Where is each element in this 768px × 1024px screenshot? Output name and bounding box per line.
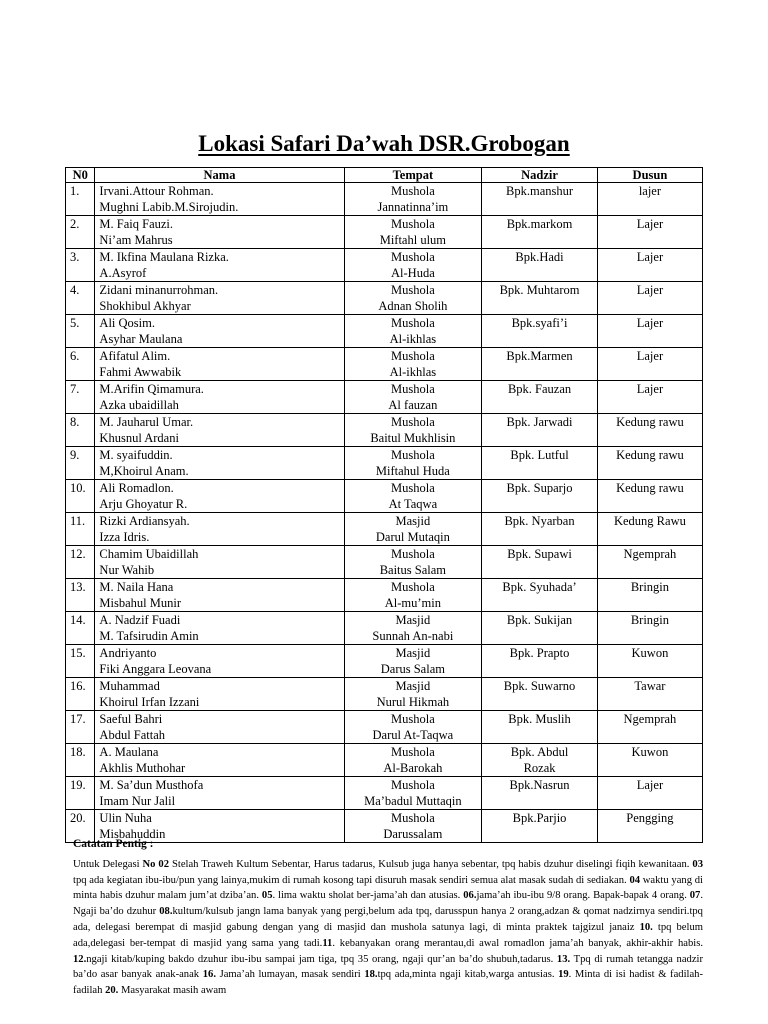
place-name: Sunnah An-nabi bbox=[372, 629, 454, 643]
cell-nama bbox=[95, 645, 344, 678]
place-type: Mushola bbox=[391, 580, 435, 594]
place-type: Mushola bbox=[391, 811, 435, 825]
cell-dusun: lajer bbox=[597, 183, 702, 216]
delegate-name: Misbahul Munir bbox=[99, 596, 182, 610]
place-type: Mushola bbox=[391, 712, 435, 726]
table-header-row bbox=[66, 168, 703, 183]
cell-tempat bbox=[344, 777, 482, 810]
place-type: Masjid bbox=[395, 646, 431, 660]
note-number: 04 bbox=[629, 874, 641, 886]
cell-tempat bbox=[344, 381, 482, 414]
place-name: Al-ikhlas bbox=[389, 332, 437, 346]
place-name: Adnan Sholih bbox=[378, 299, 448, 313]
cell-no: 10. bbox=[66, 480, 95, 513]
nadzir-name: Bpk. Nyarban bbox=[504, 514, 575, 528]
place-type: Mushola bbox=[391, 184, 435, 198]
note-number: 03 bbox=[692, 858, 703, 870]
cell-nadzir bbox=[482, 645, 598, 678]
place-type: Mushola bbox=[391, 217, 435, 231]
header-nadzir: Nadzir bbox=[482, 168, 598, 183]
note-text: Untuk Delegasi bbox=[73, 858, 143, 870]
place-type: Mushola bbox=[391, 448, 435, 462]
cell-dusun: Ngemprah bbox=[597, 711, 702, 744]
cell-dusun: Tawar bbox=[597, 678, 702, 711]
delegate-name: M. Naila Hana bbox=[99, 580, 174, 594]
cell-no: 19. bbox=[66, 777, 95, 810]
cell-dusun: Lajer bbox=[597, 282, 702, 315]
delegate-name: A.Asyrof bbox=[99, 266, 147, 280]
delegate-name: Zidani minanurrohman. bbox=[99, 283, 219, 297]
nadzir-name: Bpk.Parjio bbox=[512, 811, 567, 825]
cell-no: 18. bbox=[66, 744, 95, 777]
nadzir-name: Bpk. Sukijan bbox=[506, 613, 573, 627]
nadzir-name: Bpk. Muhtarom bbox=[499, 283, 580, 297]
cell-nadzir bbox=[482, 315, 598, 348]
note-text: tpq ada,minta ngaji kitab,warga antusias. bbox=[377, 969, 559, 981]
cell-tempat bbox=[344, 480, 482, 513]
header-no: N0 bbox=[66, 168, 95, 183]
place-name: Darussalam bbox=[383, 827, 443, 841]
header-dusun: Dusun bbox=[597, 168, 702, 183]
cell-nadzir bbox=[482, 480, 598, 513]
cell-no: 8. bbox=[66, 414, 95, 447]
cell-nadzir bbox=[482, 282, 598, 315]
note-number: 05 bbox=[261, 890, 273, 902]
note-number: 16. bbox=[202, 969, 216, 981]
cell-nama bbox=[95, 447, 344, 480]
cell-nama bbox=[95, 249, 344, 282]
cell-nama bbox=[95, 513, 344, 546]
cell-tempat bbox=[344, 678, 482, 711]
cell-nadzir bbox=[482, 348, 598, 381]
place-name: Miftahl ulum bbox=[379, 233, 447, 247]
place-type: Mushola bbox=[391, 547, 435, 561]
delegate-name: Izza Idris. bbox=[99, 530, 150, 544]
table-row bbox=[66, 282, 703, 315]
delegate-name: Imam Nur Jalil bbox=[99, 794, 176, 808]
cell-tempat bbox=[344, 414, 482, 447]
cell-tempat bbox=[344, 711, 482, 744]
delegate-name: Azka ubaidillah bbox=[99, 398, 179, 412]
table-row bbox=[66, 183, 703, 216]
cell-dusun: Lajer bbox=[597, 249, 702, 282]
cell-nama bbox=[95, 744, 344, 777]
cell-dusun: Lajer bbox=[597, 216, 702, 249]
nadzir-name: Bpk. Supawi bbox=[507, 547, 572, 561]
table-row bbox=[66, 414, 703, 447]
place-type: Mushola bbox=[391, 382, 435, 396]
note-number: 13. bbox=[556, 953, 571, 965]
cell-dusun: Kedung rawu bbox=[597, 480, 702, 513]
cell-no: 12. bbox=[66, 546, 95, 579]
note-text: kultum/kulsub jangn lama banyak yang pergi,belum ada tpq, darusspun hanya 2 orang,adzan & qomat nadzirnya sendiri.tpq ada, delegasi berempat di masjid gabung dengan yang di masjid dan mushola satunya lagi, di minta praktek tajgizul janaiz bbox=[73, 906, 703, 933]
cell-nadzir bbox=[482, 381, 598, 414]
cell-nadzir bbox=[482, 183, 598, 216]
note-text: tpq belum ada,delegasi ber-tempat di masjid yang sama yang tadi. bbox=[73, 921, 703, 949]
place-type: Masjid bbox=[395, 613, 431, 627]
cell-tempat bbox=[344, 546, 482, 579]
cell-dusun: Lajer bbox=[597, 777, 702, 810]
notes-title: Catatan Pentig : bbox=[73, 838, 154, 850]
cell-nadzir bbox=[482, 678, 598, 711]
delegate-name: M. syaifuddin. bbox=[99, 448, 173, 462]
delegate-name: Ali Qosim. bbox=[99, 316, 155, 330]
nadzir-name: Bpk. Syuhada’ bbox=[502, 580, 577, 594]
cell-dusun: Kedung Rawu bbox=[597, 513, 702, 546]
delegate-name: M,Khoirul Anam. bbox=[99, 464, 189, 478]
cell-nadzir bbox=[482, 744, 598, 777]
delegate-name: Asyhar Maulana bbox=[99, 332, 183, 346]
note-text: . Ngaji ba’do dzuhur bbox=[73, 890, 703, 918]
place-type: Mushola bbox=[391, 778, 435, 792]
cell-dusun: Lajer bbox=[597, 381, 702, 414]
place-name: Miftahul Huda bbox=[375, 464, 450, 478]
delegate-name: M. Tafsirudin Amin bbox=[99, 629, 199, 643]
cell-tempat bbox=[344, 348, 482, 381]
delegate-name: M. Sa’dun Musthofa bbox=[99, 778, 204, 792]
cell-nadzir bbox=[482, 216, 598, 249]
note-number: 08. bbox=[159, 906, 173, 918]
cell-no: 13. bbox=[66, 579, 95, 612]
cell-dusun: Kedung rawu bbox=[597, 414, 702, 447]
place-name: Baitus Salam bbox=[379, 563, 447, 577]
note-text: . lima waktu sholat ber-jama’ah dan atusias. bbox=[272, 890, 464, 902]
cell-nama bbox=[95, 183, 344, 216]
cell-no: 6. bbox=[66, 348, 95, 381]
nadzir-name: Bpk.markom bbox=[506, 217, 573, 231]
cell-nadzir bbox=[482, 546, 598, 579]
delegate-name: Muhammad bbox=[99, 679, 160, 693]
cell-no: 4. bbox=[66, 282, 95, 315]
delegate-name: Misbahuddin bbox=[99, 827, 166, 841]
cell-dusun: Ngemprah bbox=[597, 546, 702, 579]
place-name: Darul At-Taqwa bbox=[372, 728, 454, 742]
note-number: 19 bbox=[558, 969, 569, 981]
note-number: 07 bbox=[689, 890, 701, 902]
cell-tempat bbox=[344, 645, 482, 678]
cell-nama bbox=[95, 612, 344, 645]
note-text: tpq ada kegiatan ibu-ibu/pun yang lainya,mukim di rumah kosong tapi disuruh masak sendiri semua alat masak sudah di sediakan. bbox=[73, 874, 630, 886]
cell-no: 11. bbox=[66, 513, 95, 546]
cell-nadzir bbox=[482, 579, 598, 612]
table-row bbox=[66, 381, 703, 414]
nadzir-name: Bpk.manshur bbox=[506, 184, 574, 198]
delegate-name: A. Nadzif Fuadi bbox=[99, 613, 181, 627]
delegate-name: Fahmi Awwabik bbox=[99, 365, 182, 379]
cell-nama bbox=[95, 546, 344, 579]
delegate-name: Akhlis Muthohar bbox=[99, 761, 186, 775]
cell-nadzir bbox=[482, 612, 598, 645]
cell-tempat bbox=[344, 315, 482, 348]
place-type: Mushola bbox=[391, 283, 435, 297]
cell-nama bbox=[95, 777, 344, 810]
note-number: 20. bbox=[105, 985, 119, 997]
cell-nadzir bbox=[482, 447, 598, 480]
note-number: 18. bbox=[364, 969, 378, 981]
table-row bbox=[66, 348, 703, 381]
cell-dusun: Bringin bbox=[597, 612, 702, 645]
delegate-name: M. Ikfina Maulana Rizka. bbox=[99, 250, 229, 264]
cell-no: 2. bbox=[66, 216, 95, 249]
note-text: waktu yang di minta habis dzuhur malam jum’at dziba’an. bbox=[73, 874, 703, 902]
place-name: Baitul Mukhlisin bbox=[370, 431, 456, 445]
delegate-name: Nur Wahib bbox=[99, 563, 155, 577]
header-nama: Nama bbox=[95, 168, 344, 183]
cell-tempat bbox=[344, 513, 482, 546]
place-name: Ma’badul Muttaqin bbox=[364, 794, 462, 808]
place-name: Darul Mutaqin bbox=[375, 530, 450, 544]
nadzir-name: Bpk. Suwarno bbox=[503, 679, 576, 693]
note-number: No 02 bbox=[142, 858, 170, 870]
nadzir-name: Bpk. Suparjo bbox=[506, 481, 573, 495]
cell-nama bbox=[95, 282, 344, 315]
delegate-name: Mughni Labib.M.Sirojudin. bbox=[99, 200, 239, 214]
nadzir-name: Bpk.Nasrun bbox=[509, 778, 570, 792]
table-row bbox=[66, 480, 703, 513]
cell-nama bbox=[95, 480, 344, 513]
note-text: ngaji kitab/kuping bakdo dzuhur ibu-ibu sampai jam tiga, tpq 35 orang, ngaji qur’an ba’do shubuh,tadarus. bbox=[86, 953, 557, 965]
place-type: Mushola bbox=[391, 745, 435, 759]
note-text: . kebanyakan orang merantau,di awal romadlon jama’ah banyak, akhir-akhir habis. bbox=[332, 937, 703, 949]
table-row bbox=[66, 711, 703, 744]
delegate-name: Shokhibul Akhyar bbox=[99, 299, 191, 313]
cell-tempat bbox=[344, 612, 482, 645]
place-name: Jannatinna’im bbox=[377, 200, 449, 214]
delegate-name: Saeful Bahri bbox=[99, 712, 163, 726]
cell-nadzir bbox=[482, 777, 598, 810]
delegate-name: M.Arifin Qimamura. bbox=[99, 382, 204, 396]
table-row bbox=[66, 249, 703, 282]
table-row bbox=[66, 216, 703, 249]
notes-section bbox=[73, 837, 703, 999]
delegate-name: M. Faiq Fauzi. bbox=[99, 217, 174, 231]
note-number: 12. bbox=[73, 953, 87, 965]
table-row bbox=[66, 579, 703, 612]
cell-nadzir bbox=[482, 711, 598, 744]
note-number: 06. bbox=[463, 890, 477, 902]
cell-tempat bbox=[344, 183, 482, 216]
table-row bbox=[66, 645, 703, 678]
table-row bbox=[66, 678, 703, 711]
cell-no: 17. bbox=[66, 711, 95, 744]
cell-tempat bbox=[344, 744, 482, 777]
nadzir-name: Bpk. Abdul bbox=[510, 745, 569, 759]
cell-nama bbox=[95, 414, 344, 447]
delegate-name: Abdul Fattah bbox=[99, 728, 166, 742]
nadzir-name: Bpk. Jarwadi bbox=[506, 415, 573, 429]
delegate-name: Fiki Anggara Leovana bbox=[99, 662, 212, 676]
cell-nama bbox=[95, 348, 344, 381]
nadzir-name: Bpk. Fauzan bbox=[507, 382, 572, 396]
nadzir-name: Bpk.syafi’i bbox=[511, 316, 568, 330]
note-text: jama’ah ibu-ibu 9/8 orang. Bapak-bapak 4 orang. bbox=[476, 890, 690, 902]
note-text: Jama’ah lumayan, masak sendiri bbox=[215, 969, 365, 981]
cell-no: 15. bbox=[66, 645, 95, 678]
place-type: Mushola bbox=[391, 415, 435, 429]
cell-tempat bbox=[344, 447, 482, 480]
place-name: Al-mu’min bbox=[384, 596, 441, 610]
note-number: 10. bbox=[639, 921, 653, 933]
nadzir-name: Rozak bbox=[523, 761, 556, 775]
note-text: Tpq di rumah tetangga nadzir ba’do asar banyak anak-anak bbox=[73, 953, 703, 981]
delegate-name: Khusnul Ardani bbox=[99, 431, 179, 445]
delegate-name: Irvani.Attour Rohman. bbox=[99, 184, 214, 198]
cell-dusun: Lajer bbox=[597, 315, 702, 348]
cell-no: 9. bbox=[66, 447, 95, 480]
cell-no: 7. bbox=[66, 381, 95, 414]
table-row bbox=[66, 315, 703, 348]
place-name: Darus Salam bbox=[380, 662, 445, 676]
place-type: Masjid bbox=[395, 514, 431, 528]
nadzir-name: Bpk. Muslih bbox=[508, 712, 571, 726]
delegate-name: Andriyanto bbox=[99, 646, 157, 660]
nadzir-name: Bpk.Marmen bbox=[506, 349, 573, 363]
cell-no: 3. bbox=[66, 249, 95, 282]
table-row bbox=[66, 612, 703, 645]
notes-body bbox=[73, 857, 703, 999]
place-type: Masjid bbox=[395, 679, 431, 693]
cell-no: 1. bbox=[66, 183, 95, 216]
place-name: Al-Huda bbox=[391, 266, 435, 280]
cell-tempat bbox=[344, 579, 482, 612]
cell-tempat bbox=[344, 249, 482, 282]
cell-no: 5. bbox=[66, 315, 95, 348]
cell-nama bbox=[95, 678, 344, 711]
table-body bbox=[66, 183, 703, 843]
place-type: Mushola bbox=[391, 481, 435, 495]
nadzir-name: Bpk. Prapto bbox=[509, 646, 570, 660]
cell-no: 16. bbox=[66, 678, 95, 711]
nadzir-name: Bpk. Lutful bbox=[510, 448, 569, 462]
cell-nama bbox=[95, 216, 344, 249]
place-name: At Taqwa bbox=[388, 497, 438, 511]
cell-nama bbox=[95, 315, 344, 348]
cell-tempat bbox=[344, 282, 482, 315]
delegate-name: Rizki Ardiansyah. bbox=[99, 514, 190, 528]
delegate-name: Afifatul Alim. bbox=[99, 349, 171, 363]
table-row bbox=[66, 447, 703, 480]
cell-nama bbox=[95, 579, 344, 612]
note-text: . Minta di isi hadist & fadilah-fadilah bbox=[73, 969, 703, 997]
delegate-name: Chamim Ubaidillah bbox=[99, 547, 199, 561]
delegate-name: M. Jauharul Umar. bbox=[99, 415, 194, 429]
place-name: Nurul Hikmah bbox=[376, 695, 450, 709]
table-row bbox=[66, 546, 703, 579]
place-name: Al fauzan bbox=[388, 398, 438, 412]
place-type: Mushola bbox=[391, 316, 435, 330]
cell-nadzir bbox=[482, 249, 598, 282]
note-text: Masyarakat masih awam bbox=[118, 985, 227, 997]
cell-nama bbox=[95, 711, 344, 744]
cell-dusun: Kuwon bbox=[597, 744, 702, 777]
cell-dusun: Bringin bbox=[597, 579, 702, 612]
place-type: Mushola bbox=[391, 349, 435, 363]
table-row bbox=[66, 513, 703, 546]
delegate-name: A. Maulana bbox=[99, 745, 159, 759]
safari-location-table bbox=[65, 167, 703, 843]
table-row bbox=[66, 777, 703, 810]
cell-nadzir bbox=[482, 513, 598, 546]
table-row bbox=[66, 744, 703, 777]
header-tempat: Tempat bbox=[344, 168, 482, 183]
place-name: Al-ikhlas bbox=[389, 365, 437, 379]
delegate-name: Arju Ghoyatur R. bbox=[99, 497, 188, 511]
note-text: Stelah Traweh Kultum Sebentar, Harus tadarus, Kulsub juga hanya sebentar, tpq habis dzuhur diselingi fiqih kewanitaan. bbox=[169, 858, 693, 870]
delegate-name: Ulin Nuha bbox=[99, 811, 152, 825]
cell-no: 20. bbox=[66, 810, 95, 843]
document-title: Lokasi Safari Da’wah DSR.Grobogan bbox=[198, 131, 570, 156]
delegate-name: Ni’am Mahrus bbox=[99, 233, 173, 247]
cell-dusun: Kuwon bbox=[597, 645, 702, 678]
cell-nadzir bbox=[482, 414, 598, 447]
nadzir-name: Bpk.Hadi bbox=[515, 250, 564, 264]
cell-dusun: Pengging bbox=[597, 810, 702, 843]
cell-tempat bbox=[344, 216, 482, 249]
cell-nama bbox=[95, 381, 344, 414]
cell-dusun: Lajer bbox=[597, 348, 702, 381]
note-number: 11 bbox=[322, 937, 333, 949]
cell-dusun: Kedung rawu bbox=[597, 447, 702, 480]
cell-no: 14. bbox=[66, 612, 95, 645]
delegate-name: Ali Romadlon. bbox=[99, 481, 174, 495]
place-name: Al-Barokah bbox=[383, 761, 443, 775]
place-type: Mushola bbox=[391, 250, 435, 264]
delegate-name: Khoirul Irfan Izzani bbox=[99, 695, 200, 709]
